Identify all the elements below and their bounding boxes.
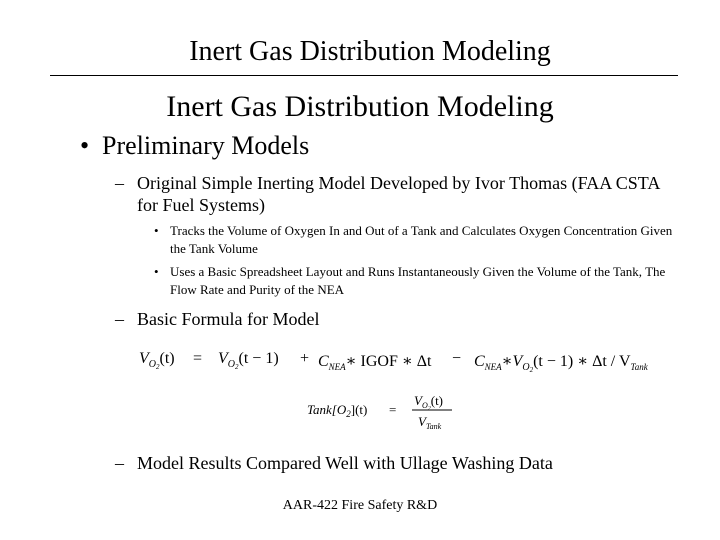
eq1-minus: − [452, 350, 462, 367]
header-title: Inert Gas Distribution Modeling [189, 36, 551, 67]
eq1-lhs: $V_O2(t)$ [139, 350, 175, 371]
sub-bullet-text: Model Results Compared Well with Ullage Washing Data [137, 453, 553, 473]
point-marker: • [154, 223, 159, 238]
dash-marker: – [115, 173, 124, 193]
footer: AAR-422 Fire Safety R&D [282, 498, 438, 513]
slide-title: Inert Gas Distribution Modeling [166, 90, 554, 123]
eq2-lhs: $Tank[O_2](t)$ [307, 402, 368, 419]
point-text: Tracks the Volume of Oxygen In and Out of a Tank and Calculates Oxygen Concentration Given the Tank Volume [170, 223, 673, 256]
eq1-equals: = [193, 350, 203, 367]
eq1-term2: $C_{NEA}∗$ IGOF ∗ Δt [318, 353, 432, 372]
eq1-term3: $C_{NEA}∗V_O2(t - 1)$ ∗ Δt / $V_{Tank}$ [474, 353, 648, 374]
eq2-denominator: $V_{Tank}$ [418, 414, 442, 431]
equation-oxygen-volume [139, 350, 649, 374]
dash-marker: – [115, 453, 124, 473]
sub-bullet-text: Original Simple Inerting Model Developed by Ivor Thomas (FAA CSTA for Fuel Systems) [137, 173, 660, 215]
sub-bullet-text: Basic Formula for Model [137, 309, 320, 329]
eq2-equals: = [389, 402, 397, 417]
point-marker: • [154, 264, 159, 279]
dash-marker: – [115, 309, 124, 329]
bullet-marker: • [80, 131, 90, 160]
equation-tank-concentration [307, 393, 452, 431]
eq1-term1: $V_O2(t - 1)$ [218, 350, 279, 371]
eq1-plus: + [300, 350, 310, 367]
bullet-text: Preliminary Models [102, 131, 310, 160]
eq2-numerator: $V_O2(t)$ [414, 393, 444, 412]
point-text: Uses a Basic Spreadsheet Layout and Runs Instantaneously Given the Volume of the Tank, The Flow Rate and Purity of the NEA [170, 264, 666, 297]
